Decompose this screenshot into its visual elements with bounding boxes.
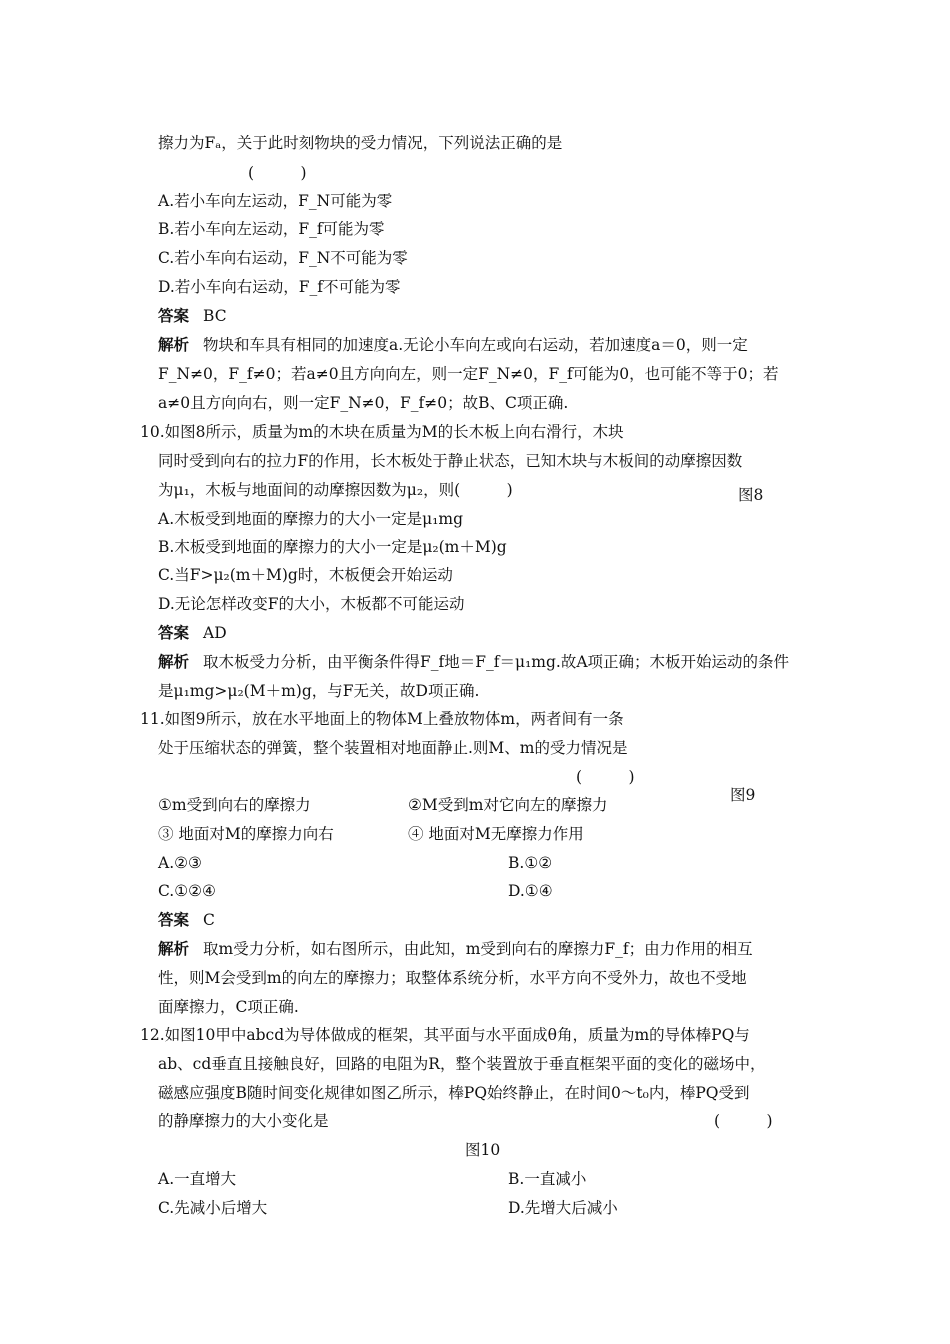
q12-stem-line-1: 12.如图10甲中abcd为导体做成的框架，其平面与水平面成θ角，质量为m的导体棒PQ与 <box>140 1026 750 1044</box>
answer-value: AD <box>203 624 227 642</box>
q9-option-b: B.若小车向左运动，F_f可能为零 <box>158 220 385 238</box>
analysis-text: 取木板受力分析，由平衡条件得F_f地＝F_f＝μ₁mg.故A项正确；木板开始运动的条件 <box>203 653 790 671</box>
answer-value: BC <box>203 307 227 325</box>
q10-answer <box>158 623 227 643</box>
q12-option-c: C.先减小后增大 <box>158 1199 268 1217</box>
answer-label: 答案 <box>158 911 190 929</box>
q9-stem: 擦力为Fₐ，关于此时刻物块的受力情况，下列说法正确的是 <box>158 134 563 152</box>
analysis-label: 解析 <box>158 653 190 671</box>
q10-stem-line-1: 10.如图8所示，质量为m的木块在质量为M的长木板上向右滑行，木块 <box>140 423 624 441</box>
q10-stem-line-3: 为μ₁，木板与地面间的动摩擦因数为μ₂，则( ) <box>158 481 513 499</box>
q11-option-b: B.①② <box>508 854 553 872</box>
q9-analysis-line-2: F_N≠0，F_f≠0；若a≠0且方向向左，则一定F_N≠0，F_f可能为0，也可能不等于0；若 <box>158 365 779 383</box>
q11-option-c: C.①②④ <box>158 882 216 900</box>
q11-answer <box>158 910 215 930</box>
q9-option-a: A.若小车向左运动，F_N可能为零 <box>158 192 393 210</box>
answer-label: 答案 <box>158 624 190 642</box>
q10-option-d: D.无论怎样改变F的大小，木板都不可能运动 <box>158 595 465 613</box>
q12-option-a: A.一直增大 <box>158 1170 237 1188</box>
q9-analysis-line-1 <box>158 335 748 355</box>
figure-10-caption: 图10 <box>465 1141 501 1159</box>
answer-value: C <box>203 911 215 929</box>
analysis-text: 取m受力分析，如右图所示，由此知，m受到向右的摩擦力F_f；由力作用的相互 <box>203 940 753 958</box>
q10-option-c: C.当F>μ₂(m＋M)g时，木板便会开始运动 <box>158 566 453 584</box>
q11-analysis-line-3: 面摩擦力，C项正确. <box>158 998 299 1016</box>
q11-statement-1: ①m受到向右的摩擦力 <box>158 796 311 814</box>
q10-stem-line-2: 同时受到向右的拉力F的作用，长木板处于静止状态，已知木块与木板间的动摩擦因数 <box>158 452 743 470</box>
q11-analysis-line-2: 性，则M会受到m的向左的摩擦力；取整体系统分析，水平方向不受外力，故也不受地 <box>158 969 747 987</box>
q9-option-d: D.若小车向右运动，F_f不可能为零 <box>158 278 401 296</box>
q11-statement-3: ③ 地面对M的摩擦力向右 <box>158 825 334 843</box>
q12-option-b: B.一直减小 <box>508 1170 587 1188</box>
q11-stem-line-1: 11.如图9所示，放在水平地面上的物体M上叠放物体m，两者间有一条 <box>140 710 624 728</box>
q10-analysis-line-2: 是μ₁mg>μ₂(M＋m)g，与F无关，故D项正确. <box>158 682 480 700</box>
q10-option-a: A.木板受到地面的摩擦力的大小一定是μ₁mg <box>158 510 464 528</box>
q11-option-d: D.①④ <box>508 882 553 900</box>
q11-bracket: ( ) <box>576 768 635 786</box>
q12-stem-line-4: 的静摩擦力的大小变化是 <box>158 1112 329 1130</box>
answer-label: 答案 <box>158 307 190 325</box>
figure-8-caption: 图8 <box>738 486 764 504</box>
analysis-label: 解析 <box>158 336 190 354</box>
analysis-label: 解析 <box>158 940 190 958</box>
q11-statement-2: ②M受到m对它向左的摩擦力 <box>408 796 608 814</box>
q12-bracket: ( ) <box>714 1112 773 1130</box>
q12-stem-line-3: 磁感应强度B随时间变化规律如图乙所示，棒PQ始终静止，在时间0～t₀内，棒PQ受到 <box>158 1084 750 1102</box>
q10-option-b: B.木板受到地面的摩擦力的大小一定是μ₂(m＋M)g <box>158 538 507 556</box>
figure-9-caption: 图9 <box>730 786 756 804</box>
q9-answer <box>158 306 227 326</box>
q11-option-a: A.②③ <box>158 854 202 872</box>
q11-stem-line-2: 处于压缩状态的弹簧，整个装置相对地面静止.则M、m的受力情况是 <box>158 739 628 757</box>
q12-stem-line-2: ab、cd垂直且接触良好，回路的电阻为R，整个装置放于垂直框架平面的变化的磁场中， <box>158 1055 766 1073</box>
q10-analysis-line-1 <box>158 652 789 672</box>
q9-analysis-line-3: a≠0且方向向右，则一定F_N≠0，F_f≠0；故B、C项正确. <box>158 394 569 412</box>
q12-option-d: D.先增大后减小 <box>508 1199 618 1217</box>
q11-analysis-line-1 <box>158 939 753 959</box>
q9-bracket: ( ) <box>248 164 307 182</box>
q9-option-c: C.若小车向右运动，F_N不可能为零 <box>158 249 408 267</box>
analysis-text: 物块和车具有相同的加速度a.无论小车向左或向右运动，若加速度a＝0，则一定 <box>203 336 748 354</box>
q11-statement-4: ④ 地面对M无摩擦力作用 <box>408 825 584 843</box>
